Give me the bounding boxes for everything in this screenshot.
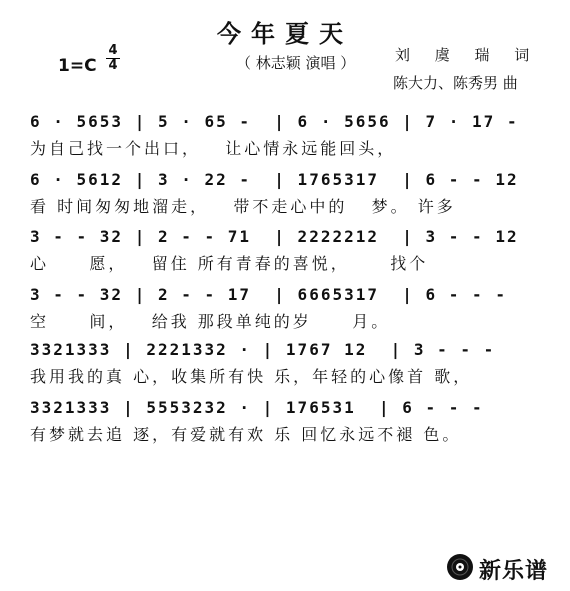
vinyl-record-icon [446,553,474,581]
song-title: 今年夏天 [217,20,353,48]
composer-credit: 陈大力、陈秀男 曲 [393,74,518,92]
meter-bottom: 4 [108,58,118,73]
score-notes: 3321333 | 5553232 · | 176531 | 6 - - - [30,398,484,417]
score-notes: 3 - - 32 | 2 - - 17 | 6665317 | 6 - - - [30,285,507,304]
score-lyrics: 空 间， 给我 那段单纯的岁 月。 [30,312,391,331]
singer-credit: （ 林志颖 演唱 ） [236,54,356,72]
score-lyrics: 我用我的真 心，收集所有快 乐，年轻的心像首 歌， [30,367,473,386]
score-notes: 3321333 | 2221332 · | 1767 12 | 3 - - - [30,340,496,359]
score-notes: 6 · 5653 | 5 · 65 - | 6 · 5656 | 7 · 17 - [30,112,519,131]
meter-top: 4 [106,44,120,59]
score-lyrics: 看 时间匆匆地溜走， 带不走心中的 梦。 许多 [30,197,456,216]
key-signature: 1=C [58,56,97,76]
site-logo-text: 新乐谱 [479,559,549,584]
score-lyrics: 心 愿， 留住 所有青春的喜悦， 找个 [30,254,429,273]
score-notes: 6 · 5612 | 3 · 22 - | 1765317 | 6 - - 12 [30,170,519,189]
score-notes: 3 - - 32 | 2 - - 71 | 2222212 | 3 - - 12 [30,227,519,246]
score-lyrics: 有梦就去追 逐，有爱就有欢 乐 回忆永远不褪 色。 [30,425,462,444]
score-lyrics: 为自己找一个出口， 让心情永远能回头， [30,139,397,158]
time-signature [106,44,120,73]
lyricist-credit: 刘 虞 瑞 词 [395,46,540,64]
